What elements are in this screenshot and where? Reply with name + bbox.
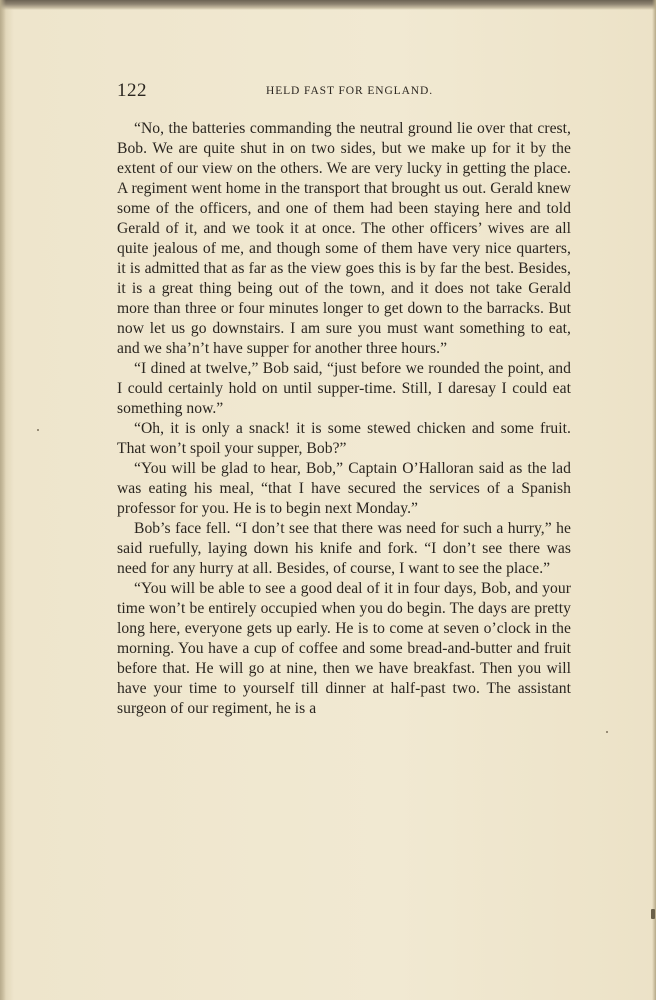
paper-fleck (606, 731, 608, 733)
paragraph: Bob’s face fell. “I don’t see that there was need for such a hurry,” he said ruefully, laying down his knife and fork. “I don’t see there was need for any hurry at all. Besides, of course, I want to see the place.” (117, 520, 571, 577)
running-title: HELD FAST FOR ENGLAND. (266, 85, 433, 97)
paper-fleck (651, 909, 655, 919)
running-head (117, 80, 587, 104)
page-number: 122 (117, 80, 147, 101)
paragraph: “No, the batteries commanding the neutral ground lie over that crest, Bob. We are quite shut in on two sides, but we make up for it by the extent of our view on the others. We are very lucky in getting the place. A regiment went home in the transport that brought us out. Gerald knew some of the officers, and one of them had been staying here and told Gerald of it, and we took it at once. The other officers’ wives are all quite jealous of me, and though some of them have very nice quarters, it is admitted that as far as the view goes this is by far the best. Besides, it is a great thing being out of the town, and it does not take Gerald more than three or four minutes longer to get down to the barracks. But now let us go downstairs. I am sure you must want something to eat, and we sha’n’t have supper for another three hours.” (117, 120, 571, 357)
paragraph: “I dined at twelve,” Bob said, “just before we rounded the point, and I could certainly hold on until supper-time. Still, I daresay I could eat something now.” (117, 360, 571, 417)
body-text (117, 119, 571, 719)
page-top-edge (0, 0, 656, 10)
paragraph: “You will be able to see a good deal of it in four days, Bob, and your time won’t be entirely occupied when you do begin. The days are pretty long here, everyone gets up early. He is to come at seven o’clock in the morning. You have a cup of coffee and some bread-and-butter and fruit before that. He will go at nine, then we have breakfast. Then you will have your time to yourself till dinner at half-past two. The assistant surgeon of our regiment, he is a (117, 580, 571, 717)
page-right-edge (652, 0, 656, 1000)
paragraph: “Oh, it is only a snack! it is some stewed chicken and some fruit. That won’t spoil your supper, Bob?” (117, 420, 571, 457)
paragraph: “You will be glad to hear, Bob,” Captain O’Halloran said as the lad was eating his meal, “that I have secured the services of a Spanish professor for you. He is to begin next Monday.” (117, 460, 571, 517)
page-left-edge (0, 0, 6, 1000)
paper-fleck (37, 429, 39, 431)
